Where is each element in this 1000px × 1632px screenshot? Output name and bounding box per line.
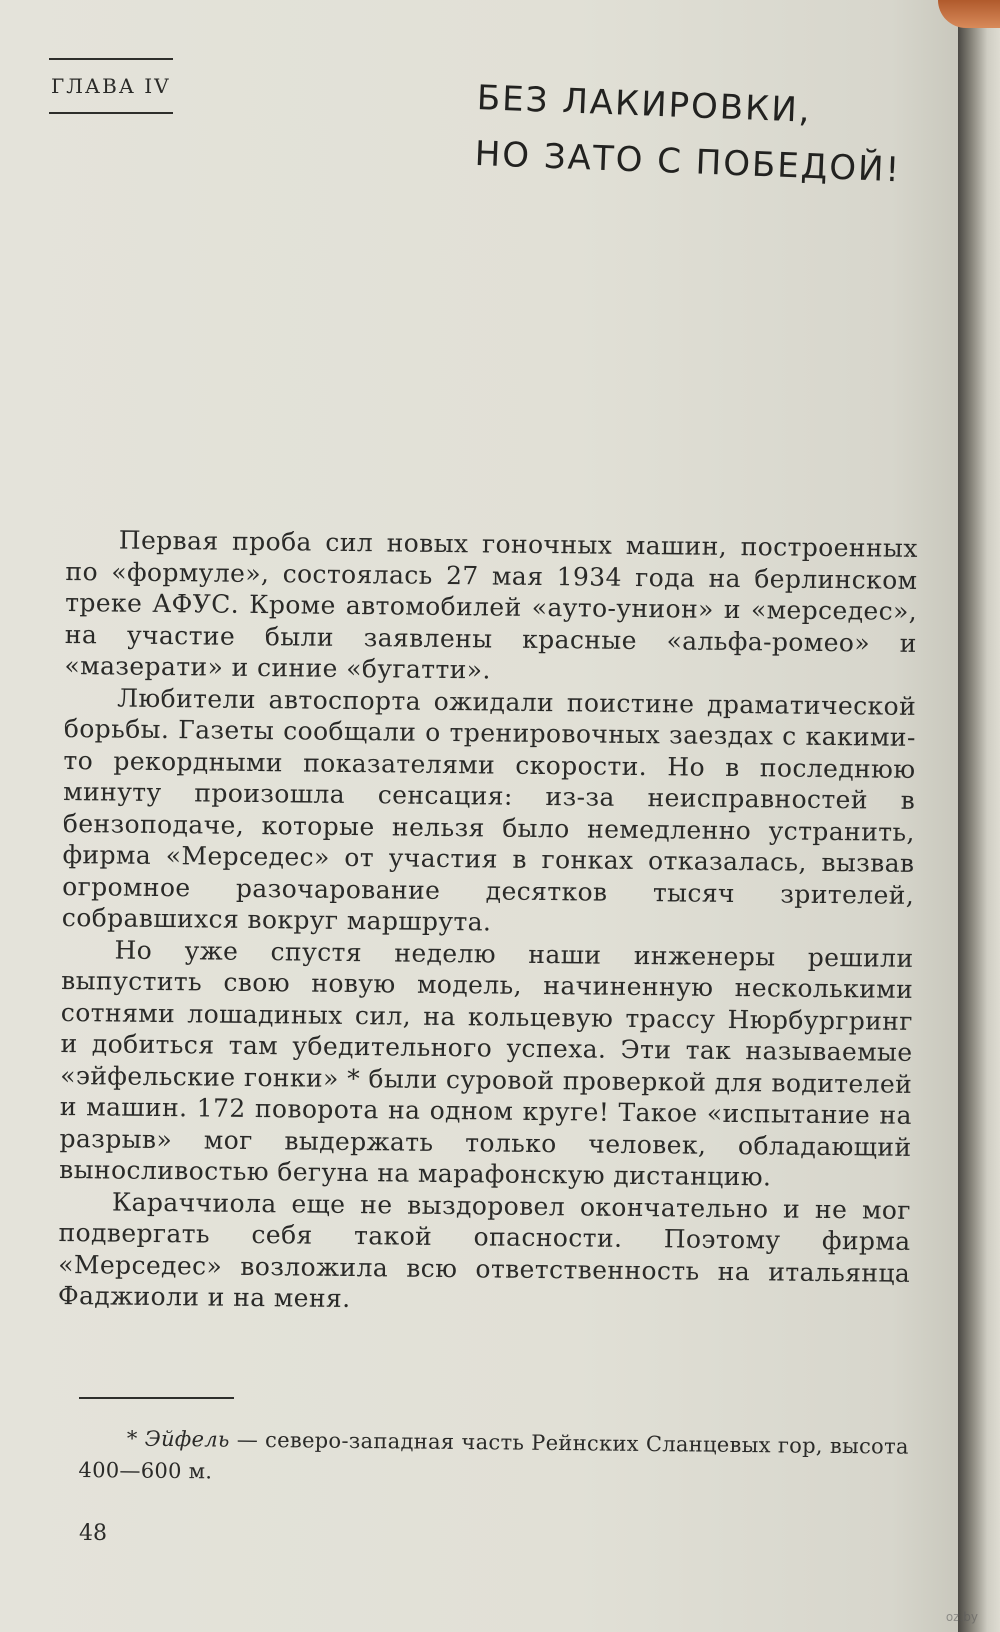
title-line-2: НО ЗАТО С ПОБЕДОЙ! <box>474 133 902 191</box>
chapter-title <box>474 70 948 200</box>
watermark: oz.by <box>945 1610 978 1624</box>
body-text <box>58 524 918 1320</box>
chapter-rule-bottom <box>49 112 173 114</box>
chapter-heading <box>49 58 173 114</box>
paragraph: Но уже спустя неделю наши инженеры решили выпустить свою новую модель, начиненную несколькими сотнями лошадиных сил, на кольцевую трассу Нюрбургринг и добиться там убедительного успеха. Эти так называемые «эйфельские гонки» * были суровой проверкой для водителей и машин. 172 поворота на одном круге! Такое «испытание на разрыв» мог выдержать только человек, обладающий выносливостью бегуна на марафонскую дистанцию. <box>59 935 914 1192</box>
book-spine <box>958 0 1000 1632</box>
title-line-1: БЕЗ ЛАКИРОВКИ, <box>476 77 813 131</box>
paragraph: Первая проба сил новых гоночных машин, построенных по «формуле», состоялась 27 мая 1934 года на берлинском треке АФУС. Кроме автомобилей «ауто-унион» и «мерседес», на участие были заявлены красные «альфа-ромео» и «мазерати» и синие «бугатти». <box>64 525 918 685</box>
paragraph: Караччиола еще не выздоровел окончательно и не мог подвергать себя такой опасности. Поэтому фирма «Мерседес» возложила всю ответственность на итальянца Фаджиоли и на меня. <box>57 1187 912 1314</box>
paragraph: Любители автоспорта ожидали поистине драматической борьбы. Газеты сообщали о тренировочных заездах с какими-то рекордными показателями скорости. Но в последнюю минуту произошла сенсация: из-за неисправностей в бензоподаче, которые нельзя было немедленно устранить, фирма «Мерседес» от участия в гонках отказалась, вызвав огромное разочарование десятков тысяч зрителей, собравшихся вокруг маршрута. <box>61 683 917 937</box>
footnote-term: * Эйфель <box>126 1426 230 1452</box>
page-number: 48 <box>79 1521 107 1546</box>
chapter-label: ГЛАВА IV <box>51 74 171 98</box>
footnote-rule <box>79 1397 234 1399</box>
footnote <box>78 1422 909 1495</box>
footnote-text: — северо-западная часть Рейнских Сланцевых гор, высота 400—600 м. <box>78 1427 909 1484</box>
